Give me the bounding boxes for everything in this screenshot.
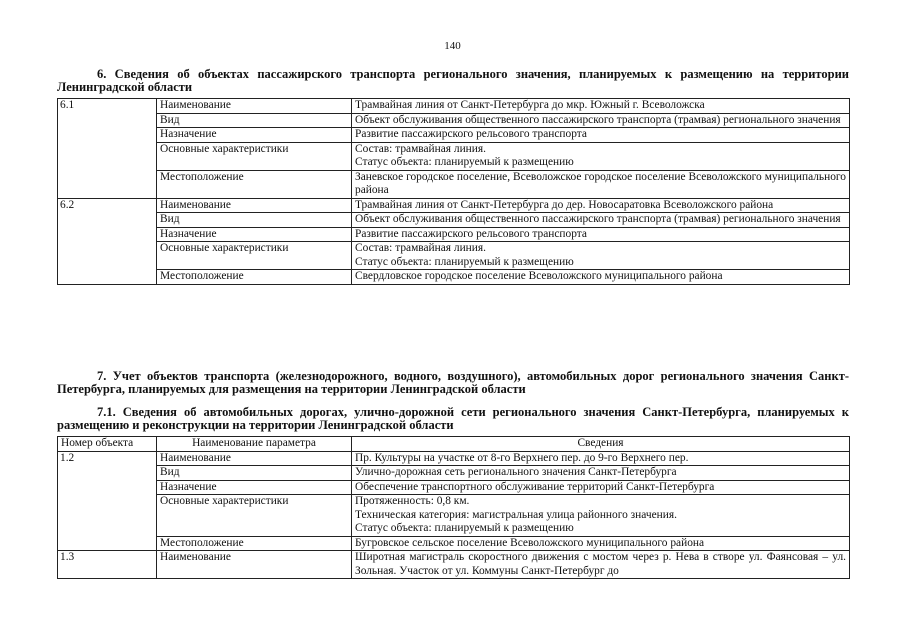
parameter-value xyxy=(352,142,850,170)
parameter-name: Вид xyxy=(157,213,352,228)
parameter-name: Наименование xyxy=(157,198,352,213)
parameter-value xyxy=(352,536,850,551)
value-line: Широтная магистраль скоростного движения с мостом через р. Нева в створе ул. Фаянсовая – ул. Зольная. Участок от ул. Коммуны Санкт-Петербург до xyxy=(355,551,846,577)
parameter-value xyxy=(352,227,850,242)
parameter-name: Вид xyxy=(157,466,352,481)
value-line: Свердловское городское поселение Всеволожского муниципального района xyxy=(355,270,723,282)
section-6-heading: 6. Сведения об объектах пассажирского транспорта регионального значения, планируемых к размещению на территории Ленинградской области xyxy=(57,67,849,94)
parameter-value xyxy=(352,113,850,128)
parameter-name: Наименование xyxy=(157,451,352,466)
table-row xyxy=(58,466,850,481)
value-line: Техническая категория: магистральная улица районного значения. xyxy=(355,508,677,521)
parameter-value xyxy=(352,128,850,143)
value-line: Улично-дорожная сеть регионального значения Санкт-Петербурга xyxy=(355,466,677,478)
table-row xyxy=(58,198,850,213)
object-number: 6.1 xyxy=(58,99,157,199)
column-header-number: Номер объекта xyxy=(58,437,157,452)
table-row xyxy=(58,170,850,198)
parameter-value xyxy=(352,270,850,285)
value-line: Объект обслуживания общественного пассажирского транспорта (трамвая) регионального значения xyxy=(355,213,841,225)
parameter-name: Местоположение xyxy=(157,170,352,198)
parameter-value xyxy=(352,480,850,495)
parameter-name: Основные характеристики xyxy=(157,142,352,170)
parameter-value xyxy=(352,99,850,114)
value-line: Пр. Культуры на участке от 8-го Верхнего пер. до 9-го Верхнего пер. xyxy=(355,451,689,464)
value-line: Развитие пассажирского рельсового транспорта xyxy=(355,227,587,240)
object-number: 1.2 xyxy=(58,451,157,551)
parameter-value xyxy=(352,495,850,537)
table-row xyxy=(58,495,850,537)
value-line: Развитие пассажирского рельсового транспорта xyxy=(355,128,587,140)
parameter-value xyxy=(352,170,850,198)
column-header-details: Сведения xyxy=(352,437,850,452)
section-7-1-heading: 7.1. Сведения об автомобильных дорогах, улично-дорожной сети регионального значения Санкт-Петербурга, планируемых к размещению и реконструкции на территории Ленинградской области xyxy=(57,405,849,432)
parameter-name: Наименование xyxy=(157,551,352,579)
value-line: Статус объекта: планируемый к размещению xyxy=(355,522,574,534)
table-row xyxy=(58,536,850,551)
object-number: 6.2 xyxy=(58,198,157,284)
section-7-heading: 7. Учет объектов транспорта (железнодорожного, водного, воздушного), автомобильных дорог регионального значения Санкт-Петербурга, планируемых для размещения на территории Ленинградской области xyxy=(57,369,849,396)
table-row xyxy=(58,242,850,270)
value-line: Статус объекта: планируемый к размещению xyxy=(355,156,574,168)
parameter-value xyxy=(352,466,850,481)
value-line: Бугровское сельское поселение Всеволожского муниципального района xyxy=(355,536,705,549)
value-line: Заневское городское поселение, Всеволожское городское поселение Всеволожского муниципального района xyxy=(355,170,846,196)
parameter-value xyxy=(352,213,850,228)
value-line: Трамвайная линия от Санкт-Петербурга до дер. Новосаратовка Всеволожского района xyxy=(355,198,774,211)
table-row xyxy=(58,451,850,466)
parameter-name: Назначение xyxy=(157,128,352,143)
table-row xyxy=(58,99,850,114)
parameter-value xyxy=(352,198,850,213)
value-line: Состав: трамвайная линия. xyxy=(355,242,486,254)
value-line: Объект обслуживания общественного пассажирского транспорта (трамвая) регионального значения xyxy=(355,113,841,126)
value-line: Состав: трамвайная линия. xyxy=(355,142,486,155)
table-row xyxy=(58,128,850,143)
table-row xyxy=(58,270,850,285)
table-row xyxy=(58,551,850,579)
roads-table xyxy=(57,436,850,579)
parameter-name: Основные характеристики xyxy=(157,495,352,537)
table-row xyxy=(58,213,850,228)
parameter-name: Вид xyxy=(157,113,352,128)
parameter-value xyxy=(352,242,850,270)
parameter-name: Назначение xyxy=(157,480,352,495)
parameter-value xyxy=(352,451,850,466)
parameter-name: Местоположение xyxy=(157,536,352,551)
parameter-name: Местоположение xyxy=(157,270,352,285)
parameter-name: Назначение xyxy=(157,227,352,242)
object-number: 1.3 xyxy=(58,551,157,579)
page-number: 140 xyxy=(444,40,461,52)
parameter-value xyxy=(352,551,850,579)
parameter-name: Основные характеристики xyxy=(157,242,352,270)
passenger-transport-table xyxy=(57,98,850,285)
table-row xyxy=(58,227,850,242)
value-line: Статус объекта: планируемый к размещению xyxy=(355,255,574,268)
value-line: Протяженность: 0,8 км. xyxy=(355,495,470,507)
column-header-parameter: Наименование параметра xyxy=(157,437,352,452)
value-line: Обеспечение транспортного обслуживание территорий Санкт-Петербурга xyxy=(355,480,715,493)
table-row xyxy=(58,113,850,128)
table-row xyxy=(58,142,850,170)
parameter-name: Наименование xyxy=(157,99,352,114)
value-line: Трамвайная линия от Санкт-Петербурга до мкр. Южный г. Всеволожска xyxy=(355,99,705,111)
table-header-row xyxy=(58,437,850,452)
table-row xyxy=(58,480,850,495)
